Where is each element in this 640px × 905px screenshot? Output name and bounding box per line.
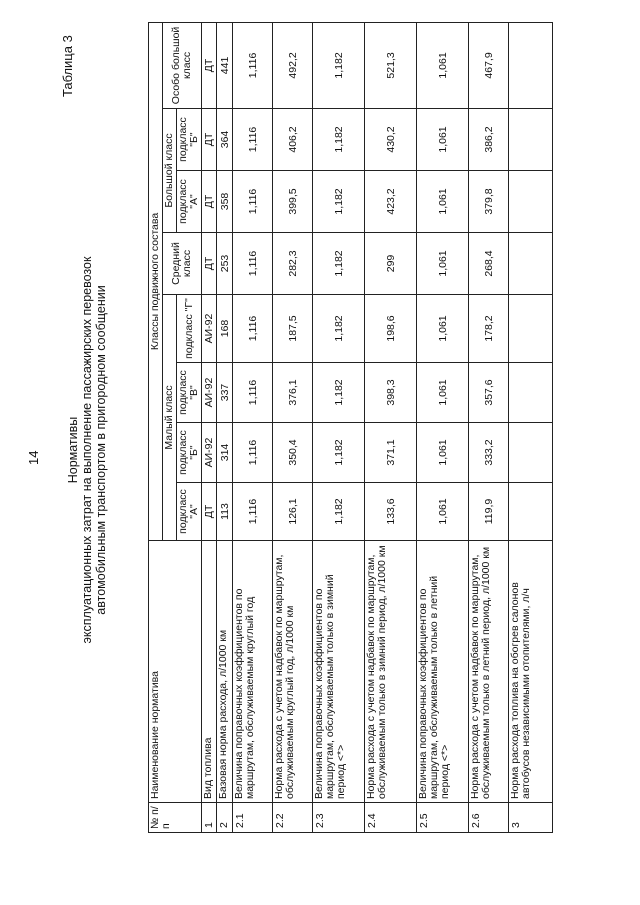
value-cell: 1,116 [233,363,273,423]
value-cell: 187,5 [273,295,313,363]
value-cell: ДТ [202,483,217,541]
value-cell: 1,061 [417,109,469,171]
value-cell: АИ-92 [202,423,217,483]
header-large-sub-b: подкласс "Б" [177,109,202,171]
row-number: 2 [217,803,233,833]
value-cell [509,295,553,363]
row-number: 2.6 [469,803,509,833]
header-small-class: Малый класс [163,295,177,541]
value-cell: 492,2 [273,22,313,108]
value-cell: ДТ [202,109,217,171]
value-cell [509,109,553,171]
value-cell: 1,182 [313,109,365,171]
value-cell [509,423,553,483]
value-cell [509,233,553,295]
header-large-class: Большой класс [163,109,177,233]
row-number: 2.2 [273,803,313,833]
norms-table [148,22,553,833]
header-classes: Классы подвижного состава [149,22,163,540]
title-line-1: Нормативы [66,416,80,484]
row-number: 2.4 [365,803,417,833]
value-cell: ДТ [202,171,217,233]
value-cell: 1,116 [233,22,273,108]
table-row [313,22,365,832]
table-label: Таблица 3 [60,35,75,97]
value-cell: 430,2 [365,109,417,171]
value-cell: 282,3 [273,233,313,295]
value-cell: 1,182 [313,295,365,363]
table-row [202,22,217,832]
value-cell: 1,061 [417,295,469,363]
value-cell: 379,8 [469,171,509,233]
value-cell: 253 [217,233,233,295]
row-name: Норма расхода с учетом надбавок по маршрутам, обслуживаемым только в летний период, л/1000 км [469,541,509,803]
value-cell: 1,182 [313,483,365,541]
value-cell: 423,2 [365,171,417,233]
value-cell: 521,3 [365,22,417,108]
value-cell: 1,061 [417,171,469,233]
value-cell: 398,3 [365,363,417,423]
value-cell: 299 [365,233,417,295]
value-cell: АИ-92 [202,295,217,363]
header-extra-large-class: Особо большой класс [163,22,202,108]
value-cell: 1,116 [233,109,273,171]
value-cell: 119,9 [469,483,509,541]
table-row [509,22,553,832]
table-row [417,22,469,832]
value-cell: 314 [217,423,233,483]
value-cell [509,363,553,423]
row-number: 2.5 [417,803,469,833]
header-name: Наименование норматива [149,541,202,803]
value-cell: 337 [217,363,233,423]
header-large-sub-a: подкласс "А" [177,171,202,233]
value-cell: 399,5 [273,171,313,233]
value-cell: 198,6 [365,295,417,363]
value-cell: 406,2 [273,109,313,171]
row-number: 3 [509,803,553,833]
value-cell: 1,182 [313,363,365,423]
row-name: Величина поправочных коэффициентов по маршрутам, обслуживаемым круглый год [233,541,273,803]
row-name: Норма расхода с учетом надбавок по маршрутам, обслуживаемым круглый год, л/1000 км [273,541,313,803]
value-cell: 1,116 [233,171,273,233]
value-cell: 1,061 [417,423,469,483]
value-cell [509,171,553,233]
value-cell: 1,116 [233,233,273,295]
value-cell: 376,1 [273,363,313,423]
row-name: Величина поправочных коэффициентов по маршрутам, обслуживаемым только в зимний период <*> [313,541,365,803]
value-cell: АИ-92 [202,363,217,423]
value-cell: 1,182 [313,233,365,295]
value-cell: 467,9 [469,22,509,108]
value-cell: 1,061 [417,233,469,295]
table-row [365,22,417,832]
value-cell [509,483,553,541]
value-cell: 357,6 [469,363,509,423]
value-cell: ДТ [202,233,217,295]
value-cell: 371,1 [365,423,417,483]
value-cell: ДТ [202,22,217,108]
value-cell [509,22,553,108]
page-number: 14 [26,450,41,465]
value-cell: 268,4 [469,233,509,295]
row-name: Базовая норма расхода, л/1000 км [217,541,233,803]
value-cell: 364 [217,109,233,171]
title-line-2: эксплуатационных затрат на выполнение пассажирских перевозок [80,256,94,644]
title-line-3: автомобильным транспортом в пригородном сообщении [94,285,108,615]
value-cell: 1,116 [233,423,273,483]
row-number: 1 [202,803,217,833]
header-num: № п/п [149,803,202,833]
table-row [217,22,233,832]
header-small-sub-v: подкласс "В" [177,363,202,423]
table-row [233,22,273,832]
table-row [469,22,509,832]
header-small-sub-g: подкласс "Г" [177,295,202,363]
header-row-1 [149,22,163,832]
table-body [202,22,553,832]
header-small-sub-b: подкласс "Б" [177,423,202,483]
row-name: Норма расхода топлива на обогрев салонов автобусов независимыми отопителями, л/ч [509,541,553,803]
value-cell: 386,2 [469,109,509,171]
table-row [273,22,313,832]
value-cell: 1,182 [313,423,365,483]
row-number: 2.3 [313,803,365,833]
value-cell: 1,182 [313,171,365,233]
value-cell: 350,4 [273,423,313,483]
value-cell: 168 [217,295,233,363]
value-cell: 113 [217,483,233,541]
value-cell: 1,116 [233,483,273,541]
value-cell: 1,116 [233,295,273,363]
value-cell: 1,061 [417,22,469,108]
value-cell: 1,182 [313,22,365,108]
value-cell: 178,2 [469,295,509,363]
row-name: Норма расхода с учетом надбавок по маршрутам, обслуживаемым только в зимний период, л/1000 км [365,541,417,803]
value-cell: 333,2 [469,423,509,483]
header-medium-class: Средний класс [163,233,202,295]
value-cell: 126,1 [273,483,313,541]
row-name: Вид топлива [202,541,217,803]
row-name: Величина поправочных коэффициентов по маршрутам, обслуживаемым только в летний период <*> [417,541,469,803]
value-cell: 358 [217,171,233,233]
row-number: 2.1 [233,803,273,833]
value-cell: 1,061 [417,363,469,423]
value-cell: 1,061 [417,483,469,541]
value-cell: 441 [217,22,233,108]
document-title [66,245,108,655]
value-cell: 133,6 [365,483,417,541]
header-small-sub-a: подкласс "А" [177,483,202,541]
